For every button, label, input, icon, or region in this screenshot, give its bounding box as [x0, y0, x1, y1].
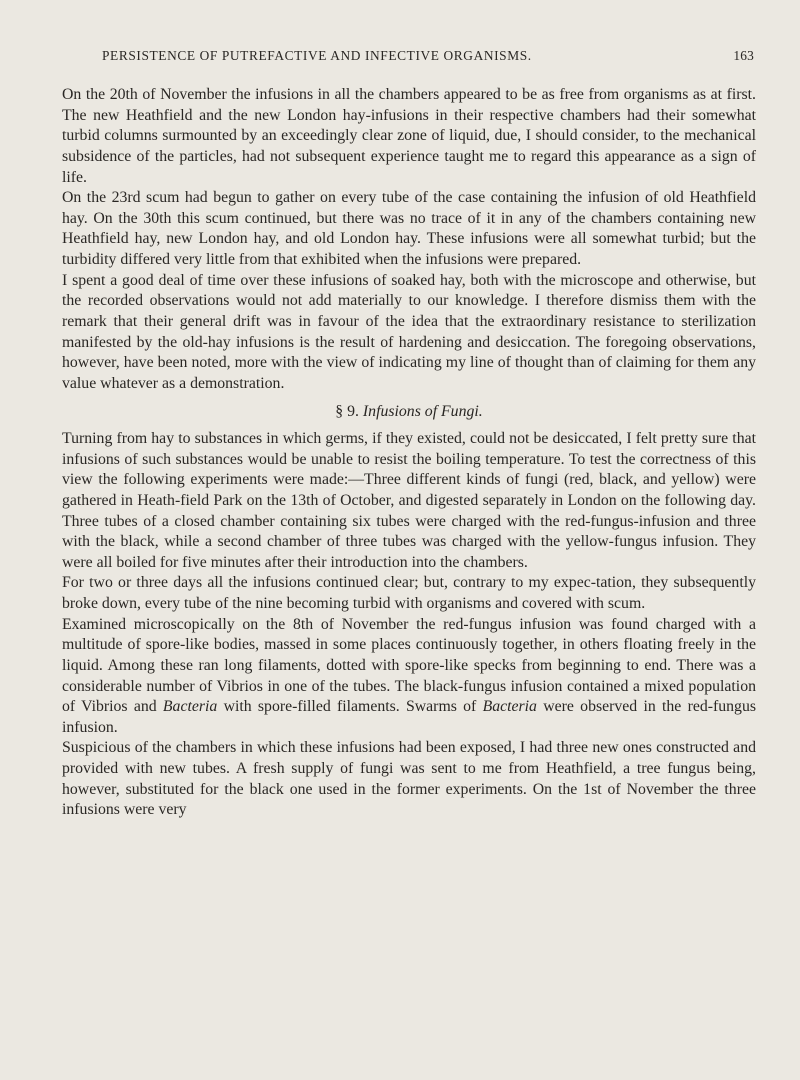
paragraph-6 — [62, 615, 756, 739]
paragraph-5: For two or three days all the infusions continued clear; but, contrary to my expec-tation, they subsequently broke down, every tube of the nine becoming turbid with organisms and covered with scum. — [62, 574, 756, 612]
paragraph-6-text-3: were observed in the red-fungus infusion. — [62, 698, 756, 736]
paragraph-4: Turning from hay to substances in which germs, if they existed, could not be desiccated, I felt pretty sure that infusions of such substances would be unable to resist the boiling temperature. To test the correctness of this view the following experiments were made:—Three different kinds of fungi (red, black, and yellow) were gathered in Heath-field Park on the 13th of October, and digested separately in London on the following day. Three tubes of a closed chamber containing six tubes were charged with the red-fungus-infusion and three with the black, while a second chamber of three tubes was charged with the yellow-fungus infusion. They were all boiled for five minutes after their introduction into the chambers. — [62, 430, 756, 571]
paragraph-1: On the 20th of November the infusions in all the chambers appeared to be as free from organisms as at first. The new Heathfield and the new London hay-infusions in their respective chambers had their somewhat turbid columns surmounted by an exceedingly clear zone of liquid, due, I should consider, to the mechanical subsidence of the particles, had not subsequent experience taught me to regard this appearance as a sign of life. — [62, 86, 756, 186]
paragraph-7: Suspicious of the chambers in which these infusions had been exposed, I had three new ones constructed and provided with new tubes. A fresh supply of fungi was sent to me from Heathfield, a tree fungus being, however, substituted for the black one used in the former experiments. On the 1st of November the three infusions were very — [62, 739, 756, 819]
paragraph-6-text-2: with spore-filled filaments. Swarms of — [217, 698, 483, 716]
body-text — [62, 85, 756, 821]
paragraph-2: On the 23rd scum had begun to gather on every tube of the case containing the infusion of old Heathfield hay. On the 30th this scum continued, but there was no trace of it in any of the chambers containing new Heathfield hay, new London hay, and old London hay. These infusions were all somewhat turbid; but the turbidity differed very little from that exhibited when the infusions were prepared. — [62, 189, 756, 268]
paragraph-6-text-1: Examined microscopically on the 8th of November the red-fungus infusion was found charged with a multitude of spore-like bodies, massed in some places continuously together, in others floating freely in the liquid. Among these ran long filaments, dotted with spore-like specks from beginning to end. There was a considerable number of Vibrios in one of the tubes. The black-fungus infusion contained a mixed population of Vibrios and — [62, 615, 756, 716]
paragraph-3: I spent a good deal of time over these infusions of soaked hay, both with the microscope and otherwise, but the recorded observations would not add materially to our knowledge. I therefore dismiss them with the remark that their general drift was in favour of the idea that the extraordinary resistance to sterilization manifested by the old-hay infusions is the result of hardening and desiccation. The foregoing observations, however, have been noted, more with the view of indicating my line of thought than of claiming for them any value whatever as a demonstration. — [62, 271, 756, 392]
section-number: § 9. — [335, 403, 359, 421]
paragraph-6-italic-2: Bacteria — [482, 698, 537, 716]
section-heading — [62, 394, 756, 429]
section-title: Infusions of Fungi. — [362, 403, 483, 421]
paragraph-6-italic-1: Bacteria — [162, 698, 218, 716]
running-head — [60, 48, 754, 68]
page-number: 163 — [733, 48, 754, 63]
running-title: PERSISTENCE OF PUTREFACTIVE AND INFECTIVE ORGANISMS. — [102, 48, 532, 63]
